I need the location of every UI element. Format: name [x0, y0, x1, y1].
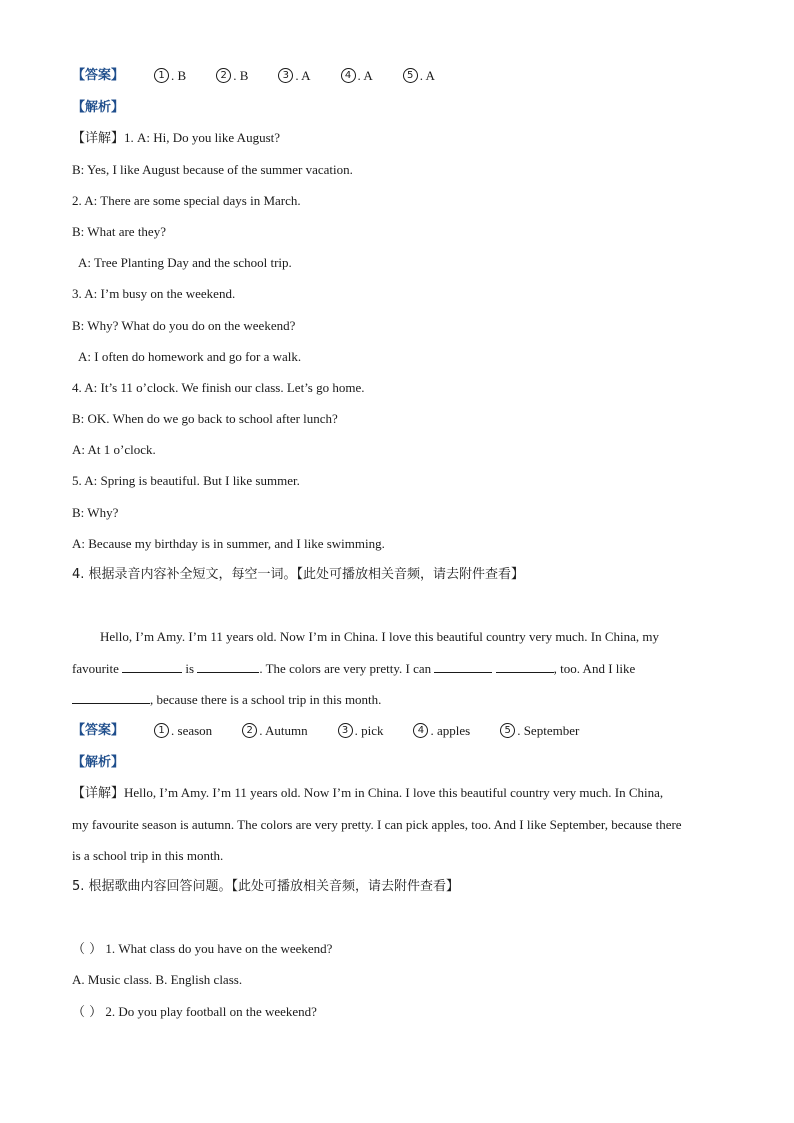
- question-line: [72, 933, 727, 964]
- circled-number: 3: [338, 723, 353, 738]
- circled-number: 4: [413, 723, 428, 738]
- options-line: A. Music class. B. English class.: [72, 972, 243, 988]
- question-5-title: 5. 根据歌曲内容回答问题。【此处可播放相关音频，请去附件查看】: [72, 878, 460, 894]
- dialogue-line: B: Yes, I like August because of the summer vacation.: [72, 161, 353, 177]
- question-line: [72, 996, 727, 1027]
- dialogue-line: B: Why?: [72, 504, 119, 520]
- analysis-tag: 【解析】: [72, 755, 125, 771]
- answer-text: . Autumn: [259, 722, 308, 738]
- answer-tag: 【答案】: [72, 722, 125, 738]
- fill-blank[interactable]: [122, 660, 182, 673]
- document-page: [72, 60, 727, 1027]
- passage-line: [72, 684, 727, 715]
- circled-number: 3: [278, 68, 293, 83]
- answer-tag: 【答案】: [72, 68, 125, 83]
- analysis-tag: 【解析】: [72, 100, 125, 116]
- circled-number: 1: [154, 68, 169, 83]
- fill-blank[interactable]: [496, 660, 554, 673]
- answer-row: [72, 715, 727, 746]
- detail-line: [72, 777, 727, 808]
- passage-text: is: [182, 660, 198, 676]
- circled-number: 1: [154, 723, 169, 738]
- question-text: 1. What class do you have on the weekend?: [102, 941, 333, 957]
- question-4-title: 4. 根据录音内容补全短文，每空一词。【此处可播放相关音频，请去附件查看】: [72, 567, 525, 582]
- detail-line: my favourite season is autumn. The colors are very pretty. I can pick apples, too. And I like September, because there: [72, 816, 682, 832]
- answer-text: . season: [171, 722, 213, 738]
- fill-blank[interactable]: [434, 660, 492, 673]
- detail-tag: 【详解】: [72, 131, 125, 147]
- dialogue-text: 1. A: Hi, Do you like August?: [124, 130, 281, 146]
- dialogue-line: B: What are they?: [72, 223, 166, 239]
- passage-line: [72, 653, 727, 684]
- answer-item: [403, 60, 435, 91]
- dialogue-line: A: Tree Planting Day and the school trip.: [78, 255, 292, 271]
- detail-text: Hello, I’m Amy. I’m 11 years old. Now I’m in China. I love this beautiful country very much. In China,: [124, 785, 664, 801]
- answer-item: [154, 60, 186, 91]
- question-text: 2. Do you play football on the weekend?: [102, 1003, 317, 1019]
- fill-blank[interactable]: [72, 691, 150, 704]
- answer-text: . apples: [430, 722, 471, 738]
- dialogue-line: B: Why? What do you do on the weekend?: [72, 317, 296, 333]
- answer-item: [216, 60, 248, 91]
- answer-item: [341, 60, 373, 91]
- analysis-heading: [72, 91, 727, 122]
- detail-line: is a school trip in this month.: [72, 847, 224, 863]
- answer-text: . B: [171, 68, 187, 83]
- circled-number: 2: [242, 723, 257, 738]
- circled-number: 5: [500, 723, 515, 738]
- answer-text: . pick: [354, 722, 384, 738]
- dialogue-line: 4. A: It’s 11 o’clock. We finish our class. Let’s go home.: [72, 379, 365, 395]
- circled-number: 2: [216, 68, 231, 83]
- detail-tag: 【详解】: [72, 786, 125, 802]
- passage-text: , because there is a school trip in this month.: [150, 691, 382, 707]
- answer-item: [338, 715, 384, 746]
- analysis-heading: [72, 746, 727, 777]
- answer-paren[interactable]: （ ）: [72, 942, 103, 958]
- dialogue-line: A: I often do homework and go for a walk.: [78, 348, 302, 364]
- dialogue-line: 5. A: Spring is beautiful. But I like summer.: [72, 473, 300, 489]
- answer-paren[interactable]: （ ）: [72, 1004, 103, 1020]
- spacer: [72, 902, 727, 933]
- passage-text: . The colors are very pretty. I can: [259, 660, 435, 676]
- dialogue-line: A: At 1 o’clock.: [72, 442, 156, 458]
- passage-text: , too. And I like: [553, 660, 636, 676]
- answer-row: [72, 60, 727, 91]
- dialogue-line: 3. A: I’m busy on the weekend.: [72, 286, 236, 302]
- passage-line: Hello, I’m Amy. I’m 11 years old. Now I’m in China. I love this beautiful country very much. In China, my: [100, 629, 660, 645]
- dialogue-line: [72, 122, 727, 153]
- answer-item: [242, 715, 307, 746]
- dialogue-line: 2. A: There are some special days in March.: [72, 192, 301, 208]
- answer-text: . A: [357, 68, 373, 83]
- answer-item: [278, 60, 310, 91]
- dialogue-line: A: Because my birthday is in summer, and I like swimming.: [72, 535, 385, 551]
- spacer: [72, 590, 727, 621]
- answer-text: . B: [233, 68, 249, 83]
- answer-item: [154, 715, 212, 746]
- circled-number: 5: [403, 68, 418, 83]
- answer-item: [500, 715, 579, 746]
- circled-number: 4: [341, 68, 356, 83]
- passage-text: favourite: [72, 660, 123, 676]
- fill-blank[interactable]: [197, 660, 259, 673]
- answer-text: . September: [517, 722, 580, 738]
- dialogue-line: B: OK. When do we go back to school after lunch?: [72, 411, 338, 427]
- answer-text: . A: [295, 68, 311, 83]
- answer-text: . A: [419, 68, 435, 83]
- answer-item: [413, 715, 470, 746]
